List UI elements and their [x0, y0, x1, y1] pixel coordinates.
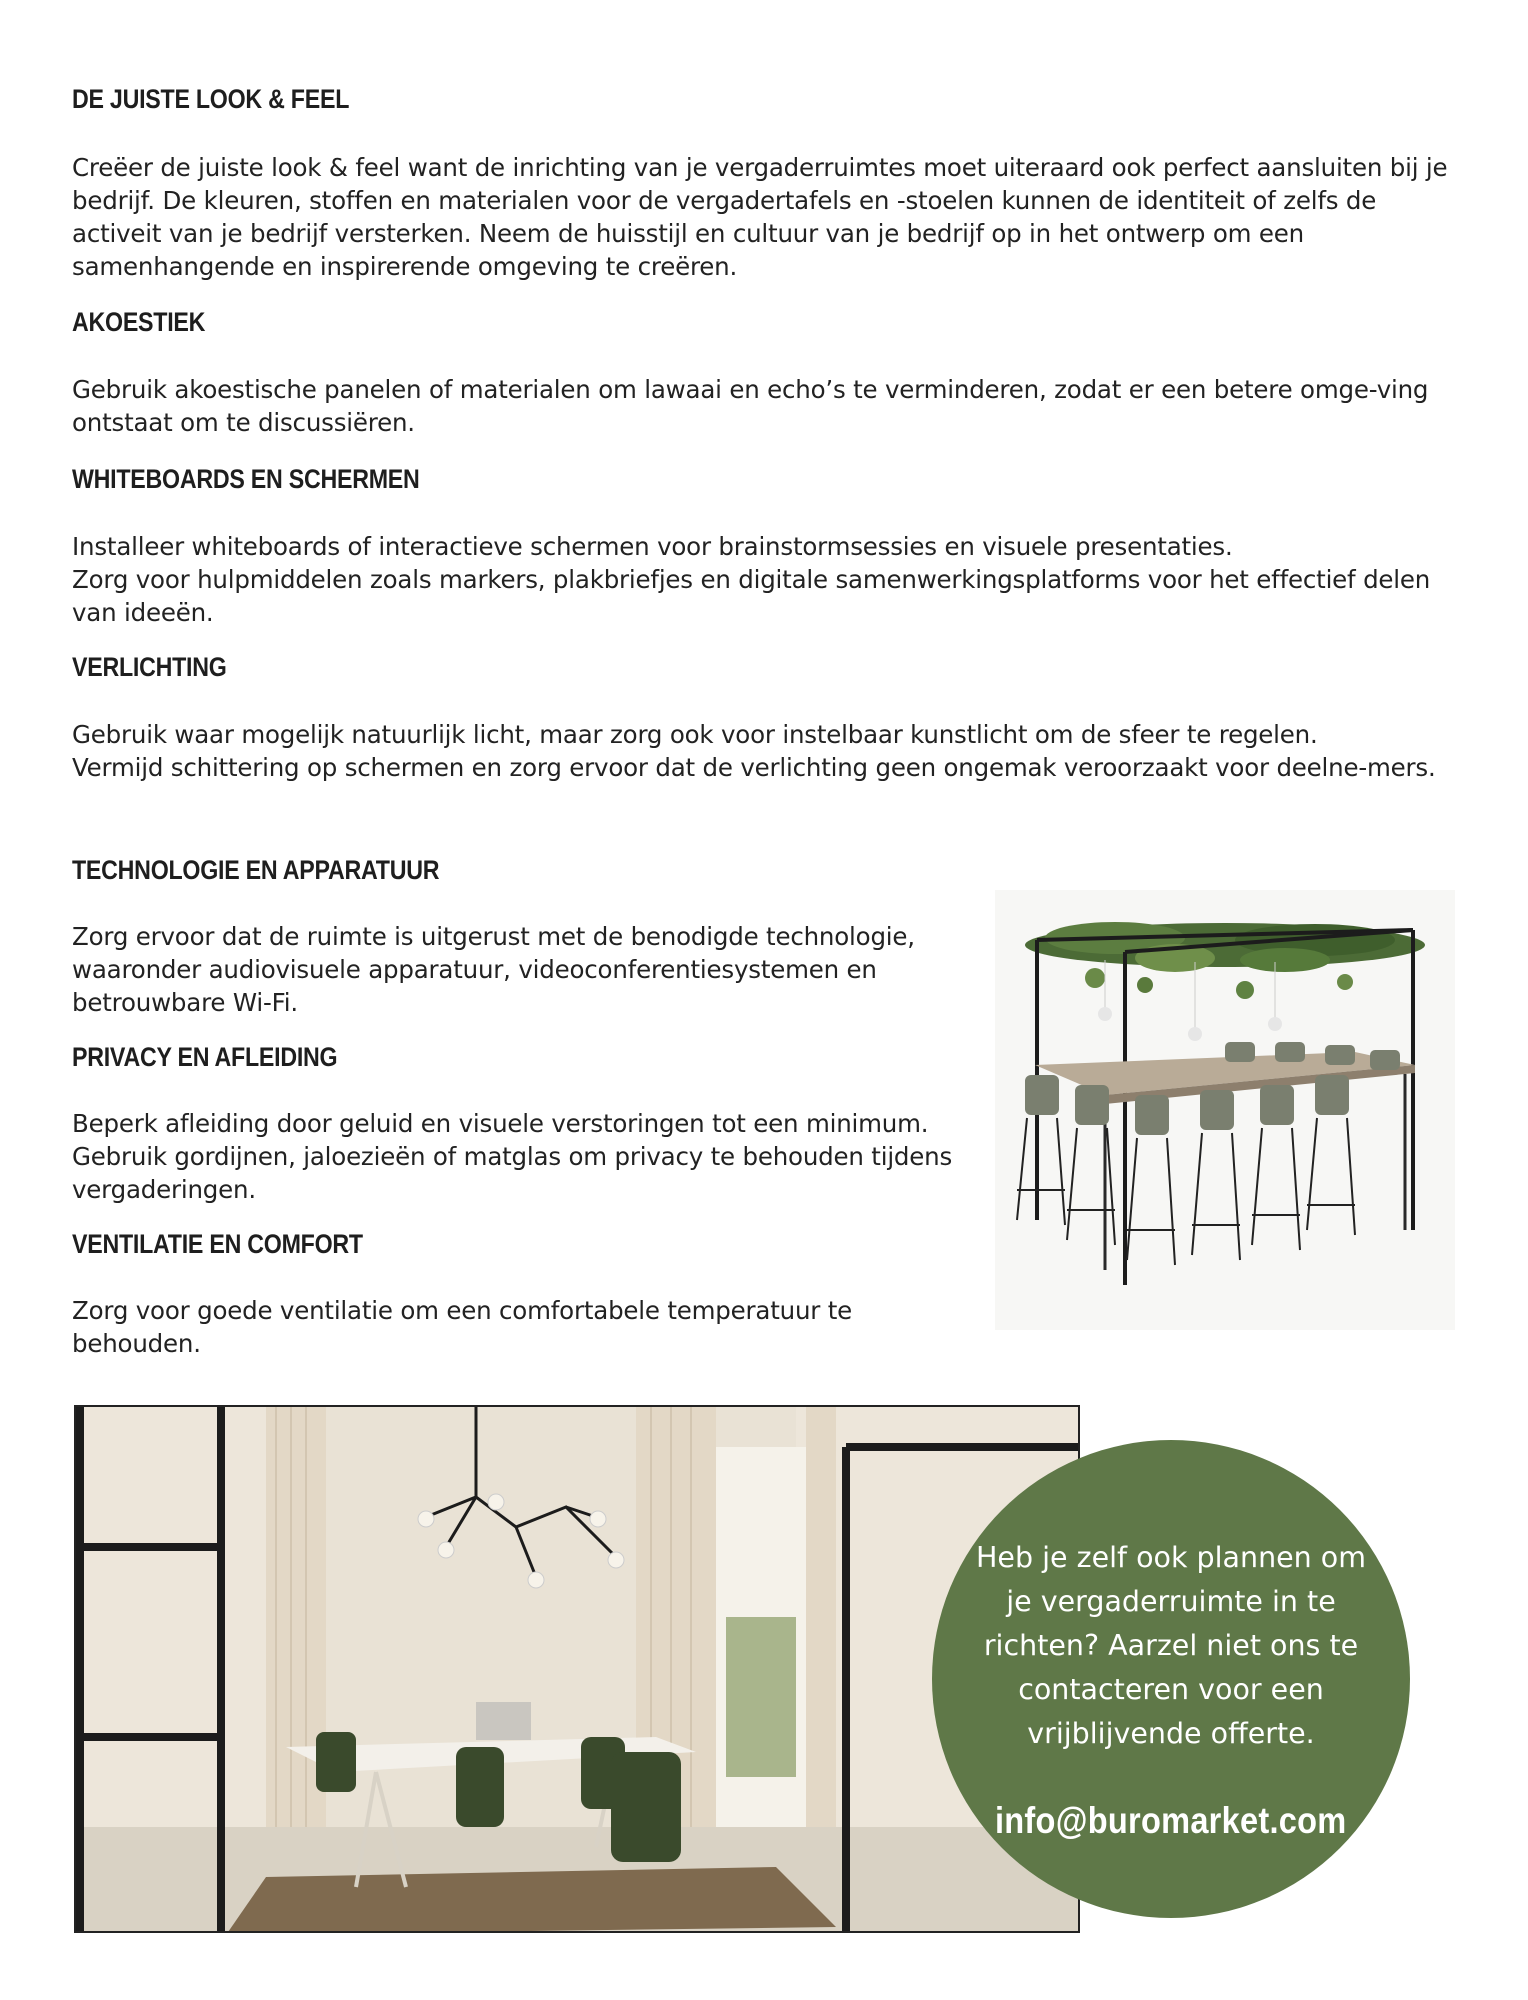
meeting-room-illustration	[76, 1407, 1080, 1933]
paragraph: Zorg voor goede ventilatie om een comfortabele temperatuur te behouden.	[72, 1296, 853, 1358]
paragraph: Gebruik waar mogelijk natuurlijk licht, maar zorg ook voor instelbaar kunstlicht om de sfeer te regelen.	[72, 720, 1318, 749]
paragraph: Gebruik akoestische panelen of materialen om lawaai en echo’s te verminderen, zodat er een betere omge-ving ontstaat om te discussiëren.	[72, 375, 1429, 437]
paragraph: Vermijd schittering op schermen en zorg ervoor dat de verlichting geen ongemak veroorzaakt voor deelne-mers.	[72, 753, 1436, 782]
body-technologie	[72, 920, 972, 1019]
heading-akoestiek: AKOESTIEK	[72, 307, 206, 337]
paragraph: Zorg voor hulpmiddelen zoals markers, plakbriefjes en digitale samenwerkingsplatforms voor het effectief delen van ideeën.	[72, 565, 1431, 627]
paragraph: Creëer de juiste look & feel want de inrichting van je vergaderruimtes moet uiteraard ook perfect aansluiten bij je bedrijf. De kleuren, stoffen en materialen voor de vergadertafels en -stoelen kunnen de identiteit of zelfs de activeit van je bedrijf versterken. Neem de huisstijl en cultuur van je bedrijf op in het ontwerp om een samenhangende en inspirerende omgeving te creëren.	[72, 153, 1448, 281]
paragraph: Beperk afleiding door geluid en visuele verstoringen tot een minimum.	[72, 1109, 929, 1138]
heading-verlichting: VERLICHTING	[72, 652, 227, 682]
laptop	[476, 1702, 531, 1740]
body-verlichting	[72, 718, 1462, 784]
contact-callout-text: Heb je zelf ook plannen om je vergaderruimte in te richten? Aarzel niet ons te contacteren voor een vrijblijvende offerte.	[975, 1541, 1367, 1750]
contact-email-link[interactable]: info@buromarket.com	[995, 1800, 1347, 1841]
heading-ventilatie: VENTILATIE EN COMFORT	[72, 1229, 363, 1259]
body-privacy	[72, 1107, 972, 1206]
contact-callout	[932, 1440, 1410, 1918]
heading-privacy: PRIVACY EN AFLEIDING	[72, 1042, 338, 1072]
paragraph: Gebruik gordijnen, jaloezieën of matglas om privacy te behouden tijdens vergaderingen.	[72, 1142, 953, 1204]
heading-whiteboards: WHITEBOARDS EN SCHERMEN	[72, 464, 420, 494]
meeting-room-photo	[74, 1405, 1080, 1933]
body-look-feel	[72, 151, 1462, 283]
body-ventilatie	[72, 1294, 972, 1360]
heading-look-feel: DE JUISTE LOOK & FEEL	[72, 84, 350, 114]
paragraph: Zorg ervoor dat de ruimte is uitgerust met de benodigde technologie, waaronder audiovisuele apparatuur, videoconferentiesystemen en betrouwbare Wi-Fi.	[72, 922, 915, 1017]
product-photo-high-table	[995, 890, 1455, 1330]
heading-technologie: TECHNOLOGIE EN APPARATUUR	[72, 855, 440, 885]
rug	[226, 1867, 836, 1933]
paragraph: Installeer whiteboards of interactieve schermen voor brainstormsessies en visuele presentaties.	[72, 532, 1233, 561]
body-akoestiek	[72, 373, 1462, 439]
high-table-illustration	[995, 890, 1455, 1330]
body-whiteboards	[72, 530, 1462, 629]
